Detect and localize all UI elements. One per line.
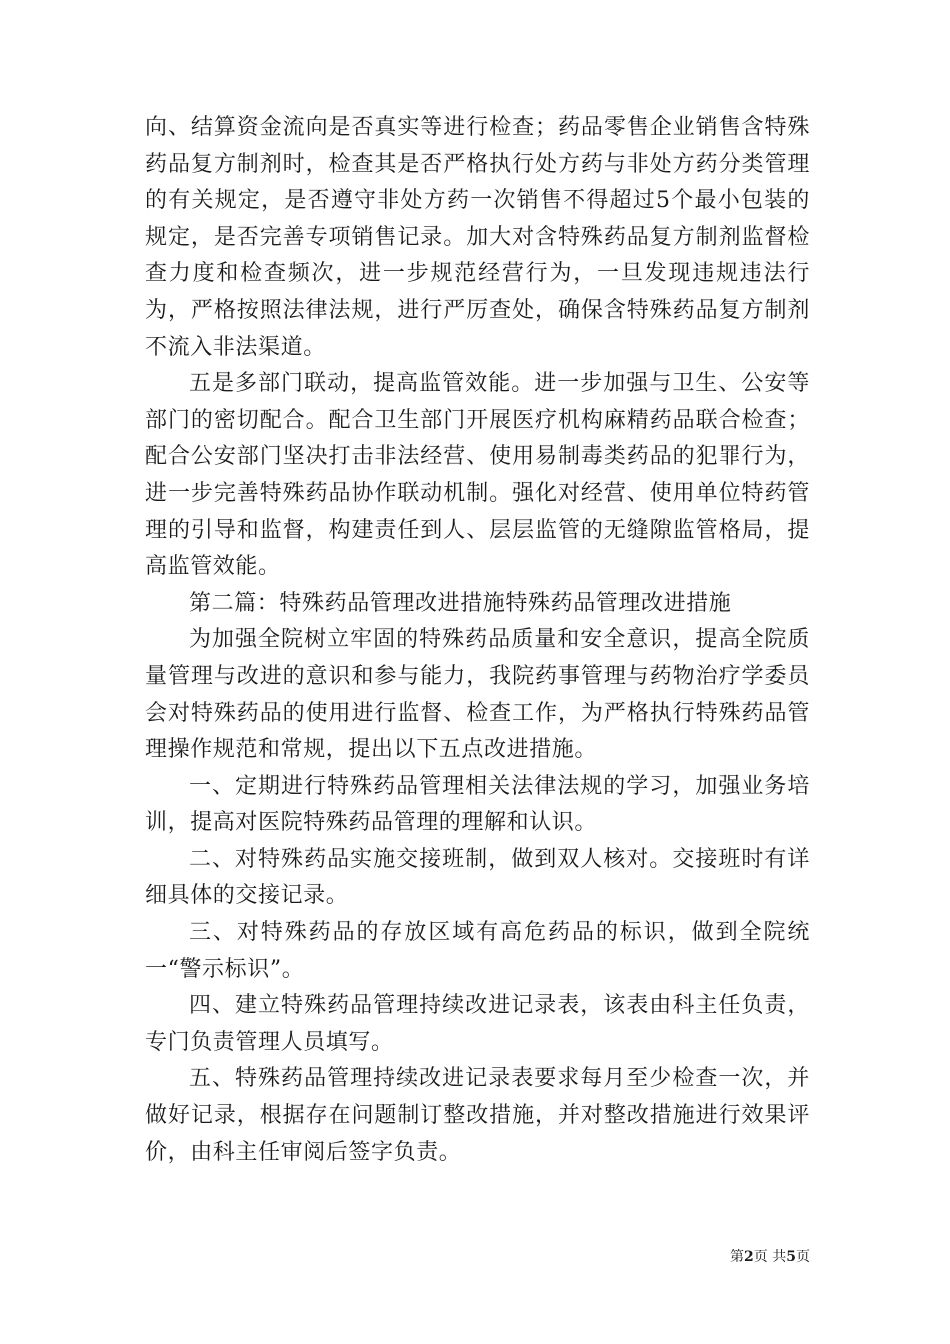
page-number-middle: 页 共 [753,1249,787,1265]
paragraph-2: 五是多部门联动，提高监管效能。进一步加强与卫生、公安等部门的密切配合。配合卫生部门开展医疗机构麻精药品联合检查；配合公安部门坚决打击非法经营、使用易制毒类药品的犯罪行为，进一步完善特殊药品协作联动机制。强化对经营、使用单位特药管理的引导和监督，构建责任到人、层层监管的无缝隙监管格局，提高监管效能。 [145,371,810,580]
measure-4: 四、建立特殊药品管理持续改进记录表，该表由科主任负责，专门负责管理人员填写。 [145,993,810,1055]
measure-3: 三、对特殊药品的存放区域有高危药品的标识，做到全院统一“警示标识”。 [145,920,810,982]
page-number [690,1248,810,1266]
measure-5: 五、特殊药品管理持续改进记录表要求每月至少检查一次，并做好记录，根据存在问题制订整改措施，并对整改措施进行效果评价，由科主任审阅后签字负责。 [145,1066,810,1165]
measure-2: 二、对特殊药品实施交接班制，做到双人核对。交接班时有详细具体的交接记录。 [145,846,810,909]
document-body [145,110,810,1171]
page-number-prefix: 第 [730,1249,745,1265]
paragraph-4: 为加强全院树立牢固的特殊药品质量和安全意识，提高全院质量管理与改进的意识和参与能力，我院药事管理与药物治疗学委员会对特殊药品的使用进行监督、检查工作，为严格执行特殊药品管理操作规范和常规，提出以下五点改进措施。 [145,627,810,763]
page-number-suffix: 页 [796,1249,810,1265]
paragraph-1: 向、结算资金流向是否真实等进行检查；药品零售企业销售含特殊药品复方制剂时，检查其是否严格执行处方药与非处方药分类管理的有关规定，是否遵守非处方药一次销售不得超过5个最小包装的规定，是否完善专项销售记录。加大对含特殊药品复方制剂监督检查力度和检查频次，进一步规范经营行为，一旦发现违规违法行为，严格按照法律法规，进行严厉查处，确保含特殊药品复方制剂不流入非法渠道。 [145,115,810,360]
measure-1: 一、定期进行特殊药品管理相关法律法规的学习，加强业务培训，提高对医院特殊药品管理的理解和认识。 [145,773,810,836]
section-heading: 第二篇：特殊药品管理改进措施特殊药品管理改进措施 [189,590,732,616]
total-page-number: 5 [786,1249,796,1265]
current-page-number: 2 [744,1249,754,1265]
